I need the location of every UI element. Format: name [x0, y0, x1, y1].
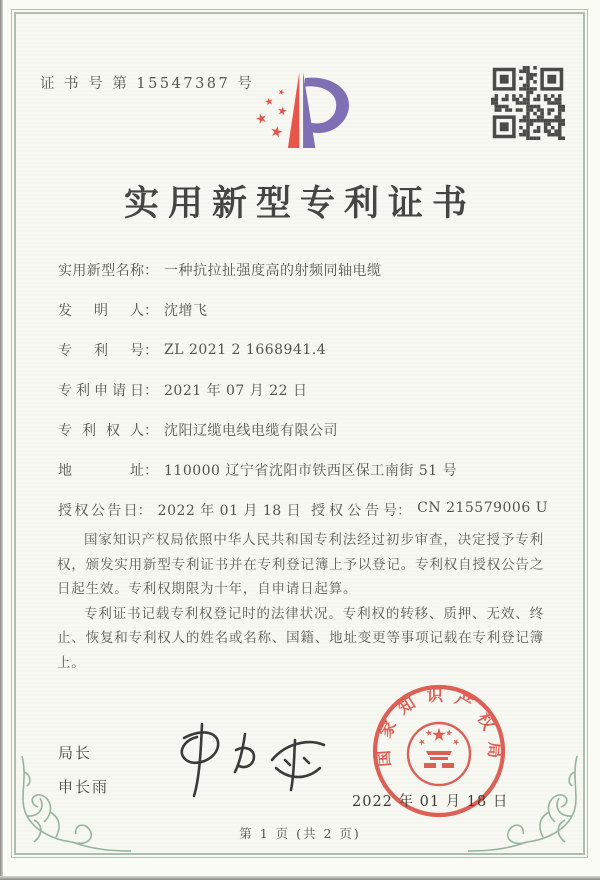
field-value: 沈阳辽缆电线电缆有限公司: [164, 423, 338, 439]
field-label: 专利权人: [58, 423, 144, 439]
page-number: 第 1 页 (共 2 页): [239, 826, 361, 841]
qr-code: [491, 66, 565, 140]
signer-name: 申长雨: [58, 778, 110, 796]
field-value: 2021 年 07 月 22 日: [164, 383, 308, 399]
field-label: 专利申请日: [58, 383, 144, 399]
field-address: 地址 ： 110000 辽宁省沈阳市铁西区保工南街 51 号: [58, 450, 548, 490]
field-label: 实用新型名称: [58, 263, 144, 279]
seal-date: 2022 年 01 月 18 日: [352, 794, 509, 810]
field-list: [58, 250, 548, 530]
field-label: 授权公告号: [311, 503, 398, 519]
national-emblem-icon: [408, 723, 470, 785]
field-value: 一种抗拉扯强度高的射频同轴电缆: [164, 263, 382, 279]
field-value: ZL 2021 2 1668941.4: [164, 342, 327, 358]
legal-paragraph-2: 专利证书记载专利权登记时的法律状况。专利权的转移、质押、无效、终止、恢复和专利权人的姓名或名称、国籍、地址变更等事项记载在专利登记簿上。: [57, 605, 544, 671]
field-inventor: 发明人 ： 沈增飞: [58, 290, 548, 330]
field-label: 专利号: [58, 343, 144, 359]
signer-title: 局长: [58, 744, 93, 762]
photo-edge-left: [0, 0, 3, 880]
field-patent-number: 专利号 ： ZL 2021 2 1668941.4: [58, 342, 327, 359]
certificate-number: 证 书 号 第 15547387 号: [40, 76, 255, 92]
field-filing-date: 专利申请日 ： 2021 年 07 月 22 日: [58, 370, 548, 410]
cnipa-logo-icon: [233, 60, 375, 166]
field-label: 发明人: [58, 303, 144, 319]
photo-edge-bottom: [0, 876, 600, 880]
signature-image: [152, 712, 337, 817]
legal-paragraph-1: 国家知识产权局依照中华人民共和国专利法经过初步审查，决定授予专利权，颁发实用新型专利证书并在专利登记簿上予以登记。专利权自授权公告之日起生效。专利权期限为十年，自申请日起算。: [57, 532, 544, 598]
field-label: 授权公告日: [58, 503, 138, 519]
field-utility-model-name: 实用新型名称 ： 一种抗拉扯强度高的射频同轴电缆: [58, 250, 548, 290]
certificate-title: 实用新型专利证书: [123, 183, 476, 224]
legal-text: [57, 528, 544, 675]
field-value: 110000 辽宁省沈阳市铁西区保工南街 51 号: [164, 463, 458, 479]
field-value: CN 215579006 U: [417, 500, 548, 516]
field-label: 地址: [58, 463, 144, 479]
field-grant-row: 授权公告日 ： 2022 年 01 月 18 日 授权公告号 ： CN 215579006 U: [58, 500, 548, 519]
field-value: 沈增飞: [164, 303, 208, 319]
field-patentee: 专利权人 ： 沈阳辽缆电线电缆有限公司: [58, 410, 548, 450]
seal-text: 国家知识产权局: [373, 685, 505, 768]
field-value: 2022 年 01 月 18 日: [157, 503, 302, 519]
field-grant-number: 授权公告号 ： CN 215579006 U: [311, 500, 548, 519]
